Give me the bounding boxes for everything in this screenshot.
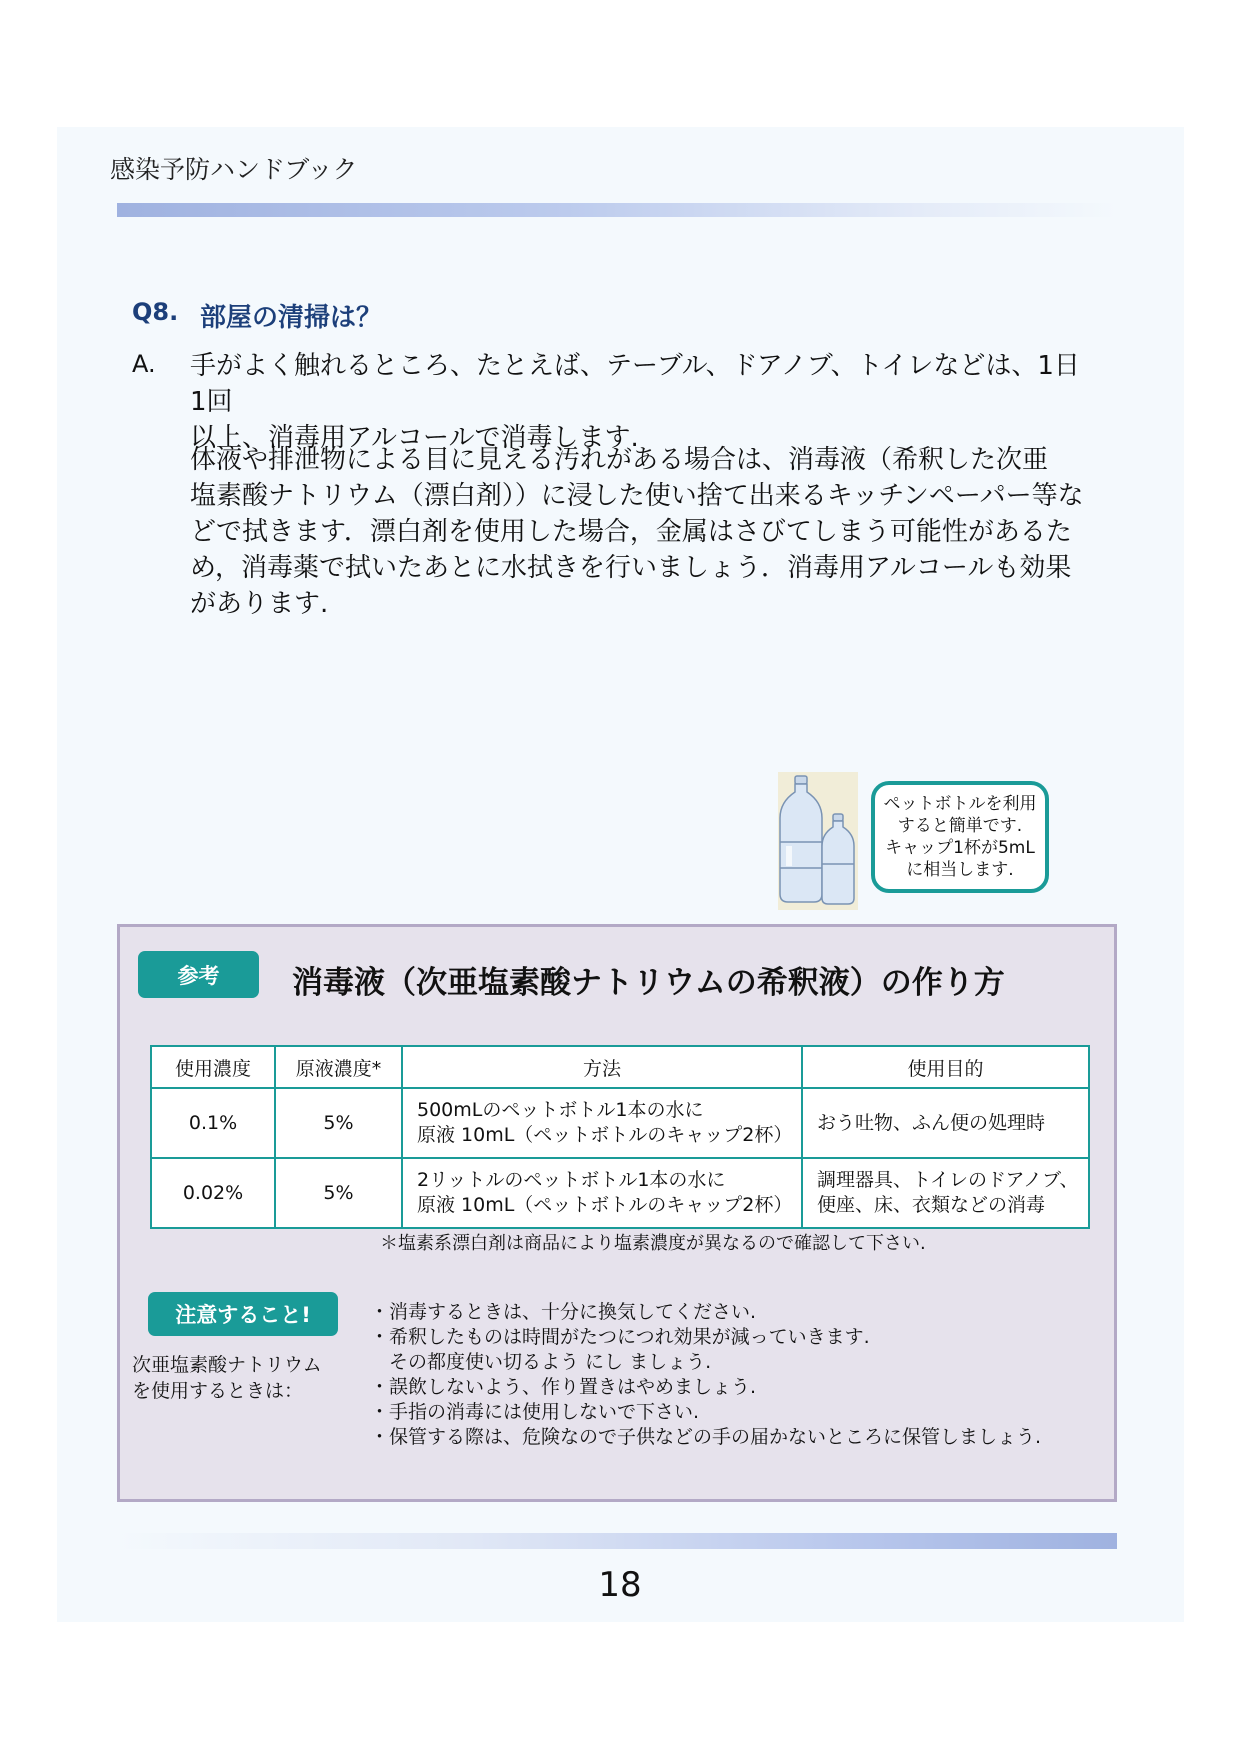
caution-item: ・保管する際は、危険なので子供などの手の届かないところに保管しましょう.: [370, 1426, 1042, 1448]
pet-bottle-icon: [778, 772, 858, 910]
caution-item: ・手指の消毒には使用しないで下さい.: [370, 1401, 700, 1423]
caution-item: ・消毒するときは、十分に換気してください.: [370, 1301, 757, 1323]
reference-title: 消毒液（次亜塩素酸ナトリウムの希釈液）の作り方: [292, 965, 1005, 1001]
pet-bottle-illustration: [778, 772, 858, 910]
header-method: 方法: [402, 1046, 802, 1088]
purpose-line: 便座、床、衣類などの消毒: [817, 1194, 1046, 1216]
dilution-table: [150, 1045, 1090, 1229]
table-header-row: [151, 1046, 1089, 1088]
table-row: [151, 1158, 1089, 1228]
speech-bubble: [871, 781, 1049, 893]
caution-item: その都度使い切るよう にし ましょう.: [370, 1351, 712, 1373]
purpose-line: おう吐物、ふん便の処理時: [817, 1111, 1046, 1134]
reference-badge: 参考: [138, 951, 259, 998]
answer-line: 手がよく触れるところ、たとえば、テーブル、ドアノブ、トイレなどは、1日1回: [190, 351, 1080, 417]
table-footnote: ＊塩素系漂白剤は商品により塩素濃度が異なるので確認して下さい.: [380, 1233, 926, 1254]
bubble-line: キャップ1杯が5mL: [885, 838, 1035, 858]
header-purpose: 使用目的: [802, 1046, 1089, 1088]
caution-list: [370, 1300, 1041, 1450]
caution-side-label: [132, 1352, 322, 1404]
cell-method: [402, 1088, 802, 1158]
header-divider-bar: [117, 203, 1117, 217]
detail-line: め，消毒薬で拭いたあとに水拭きを行いましょう．消毒用アルコールも効果: [190, 553, 1072, 583]
method-line: 原液 10mL（ペットボトルのキャップ2杯）: [417, 1124, 793, 1146]
detail-line: 体液や排泄物による目に見える汚れがある場合は、消毒液（希釈した次亜: [190, 445, 1049, 475]
bubble-line: に相当します.: [906, 860, 1014, 880]
answer-label: A.: [132, 350, 156, 378]
caution-item: ・希釈したものは時間がたつにつれ効果が減っていきます.: [370, 1326, 870, 1348]
caution-badge: 注意すること!: [148, 1292, 338, 1336]
cell-stock: 5%: [275, 1088, 402, 1158]
purpose-line: 調理器具、トイレのドアノブ、: [817, 1169, 1079, 1191]
method-line: 2リットルのペットボトル1本の水に: [417, 1169, 726, 1191]
cell-concentration: 0.02%: [151, 1158, 275, 1228]
question-number: Q8.: [132, 298, 179, 326]
caution-side-line: 次亜塩素酸ナトリウム: [132, 1354, 322, 1376]
detail-line: 塩素酸ナトリウム（漂白剤））に浸した使い捨て出来るキッチンペーパー等な: [190, 481, 1084, 511]
detail-line: があります.: [190, 589, 329, 619]
cell-concentration: 0.1%: [151, 1088, 275, 1158]
caution-item: ・誤飲しないよう、作り置きはやめましょう.: [370, 1376, 757, 1398]
handbook-title: 感染予防ハンドブック: [110, 155, 358, 184]
bubble-line: すると簡単です.: [897, 816, 1023, 836]
method-line: 原液 10mL（ペットボトルのキャップ2杯）: [417, 1194, 793, 1216]
table-row: [151, 1088, 1089, 1158]
cell-stock: 5%: [275, 1158, 402, 1228]
page-number: 18: [598, 1565, 642, 1605]
detail-paragraph: [190, 442, 1090, 622]
header-usage-concentration: 使用濃度: [151, 1046, 275, 1088]
cell-purpose: [802, 1158, 1089, 1228]
caution-side-line: を使用するときは：: [132, 1380, 304, 1402]
footer-divider-bar: [117, 1533, 1117, 1549]
answer-paragraph: [190, 348, 1090, 456]
question-text: 部屋の清掃は？: [200, 303, 383, 333]
method-line: 500mLのペットボトル1本の水に: [417, 1099, 704, 1121]
cell-method: [402, 1158, 802, 1228]
cell-purpose: [802, 1088, 1089, 1158]
bubble-line: ペットボトルを利用: [883, 794, 1037, 814]
answer-line: 以上、消毒用アルコールで消毒します.: [190, 423, 639, 453]
header-stock-concentration: 原液濃度*: [275, 1046, 402, 1088]
detail-line: どで拭きます．漂白剤を使用した場合，金属はさびてしまう可能性があるた: [190, 517, 1072, 547]
